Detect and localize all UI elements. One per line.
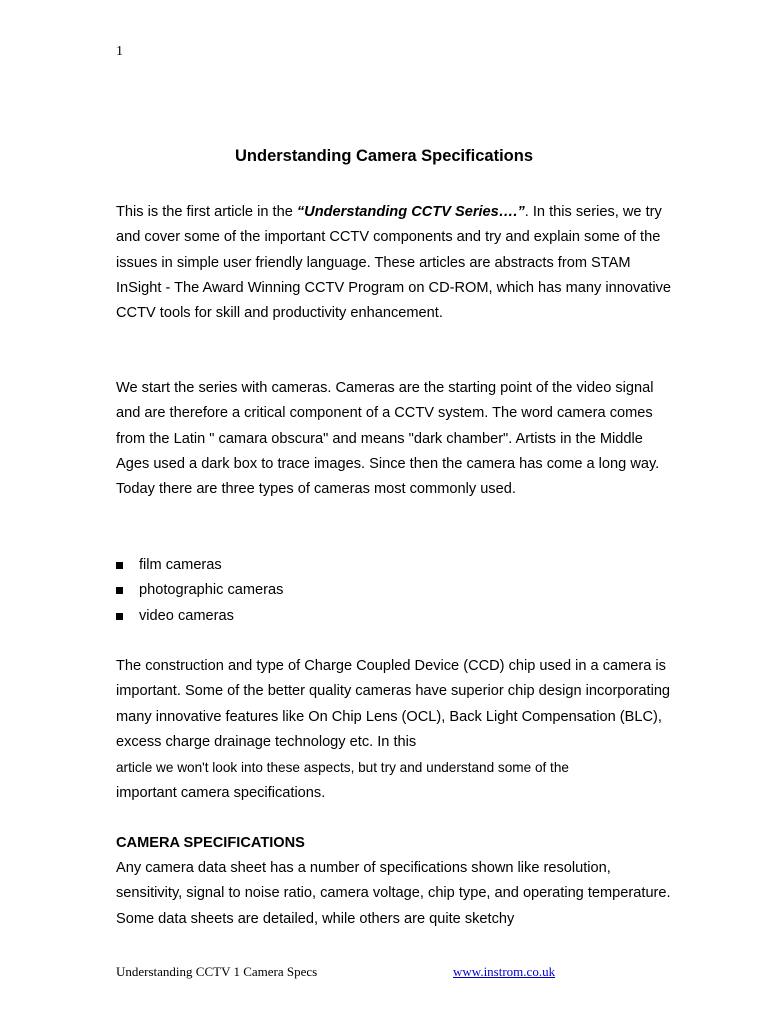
cameras-paragraph: We start the series with cameras. Cameras are the starting point of the video signal and are therefore a critical component of a CCTV system. The word camera comes from the Latin " camara obscura" and means "dark chamber". Artists in the Middle Ages used a dark box to trace images. Since then the camera has come a long way. Today there are three types of cameras most commonly used.	[116, 380, 660, 498]
square-bullet-icon	[116, 587, 123, 594]
section-heading: CAMERA SPECIFICATIONS	[116, 835, 305, 851]
list-item-label: video cameras	[139, 607, 234, 624]
ccd-text-part1: The construction and type of Charge Coupled Device (CCD) chip used in a camera is important. Some of the better quality cameras have superior chip design incorporating many innovative features like On Chip Lens (OCL), Back Light Compensation (BLC), excess charge drainage technology etc. In this	[116, 658, 671, 750]
specs-paragraph: Any camera data sheet has a number of specifications shown like resolution, sensitivity, signal to noise ratio, camera voltage, chip type, and operating temperature. Some data sheets are detailed, while others are quite sketchy	[116, 860, 671, 927]
list-item	[116, 604, 283, 629]
intro-text-end: . In this series, we try and cover some of the important CCTV components and try and explain some of the issues in simple user friendly language. These articles are abstracts from STAM InSight - The Award Winning CCTV Program on CD-ROM, which has many innovative CCTV tools for skill and productivity enhancement.	[116, 204, 672, 322]
series-name-emphasis: “Understanding CCTV Series….”	[296, 204, 525, 220]
list-item	[116, 553, 283, 578]
square-bullet-icon	[116, 613, 123, 620]
ccd-text-part2: article we won't look into these aspects, but try and understand some of the	[116, 760, 569, 776]
list-item-label: film cameras	[139, 557, 222, 573]
document-title: Understanding Camera Specifications	[235, 147, 533, 165]
square-bullet-icon	[116, 562, 123, 569]
list-item-label: photographic cameras	[139, 582, 284, 599]
list-item	[116, 578, 283, 603]
intro-text-start: This is the first article in the	[116, 204, 297, 220]
footer-website-link[interactable]: www.instrom.co.uk	[453, 964, 556, 979]
ccd-paragraph	[116, 654, 676, 807]
footer-document-name: Understanding CCTV 1 Camera Specs	[116, 964, 318, 979]
ccd-text-part3: important camera specifications.	[116, 785, 326, 802]
camera-types-list	[116, 553, 283, 629]
intro-paragraph	[116, 200, 676, 326]
page-number: 1	[116, 44, 123, 59]
